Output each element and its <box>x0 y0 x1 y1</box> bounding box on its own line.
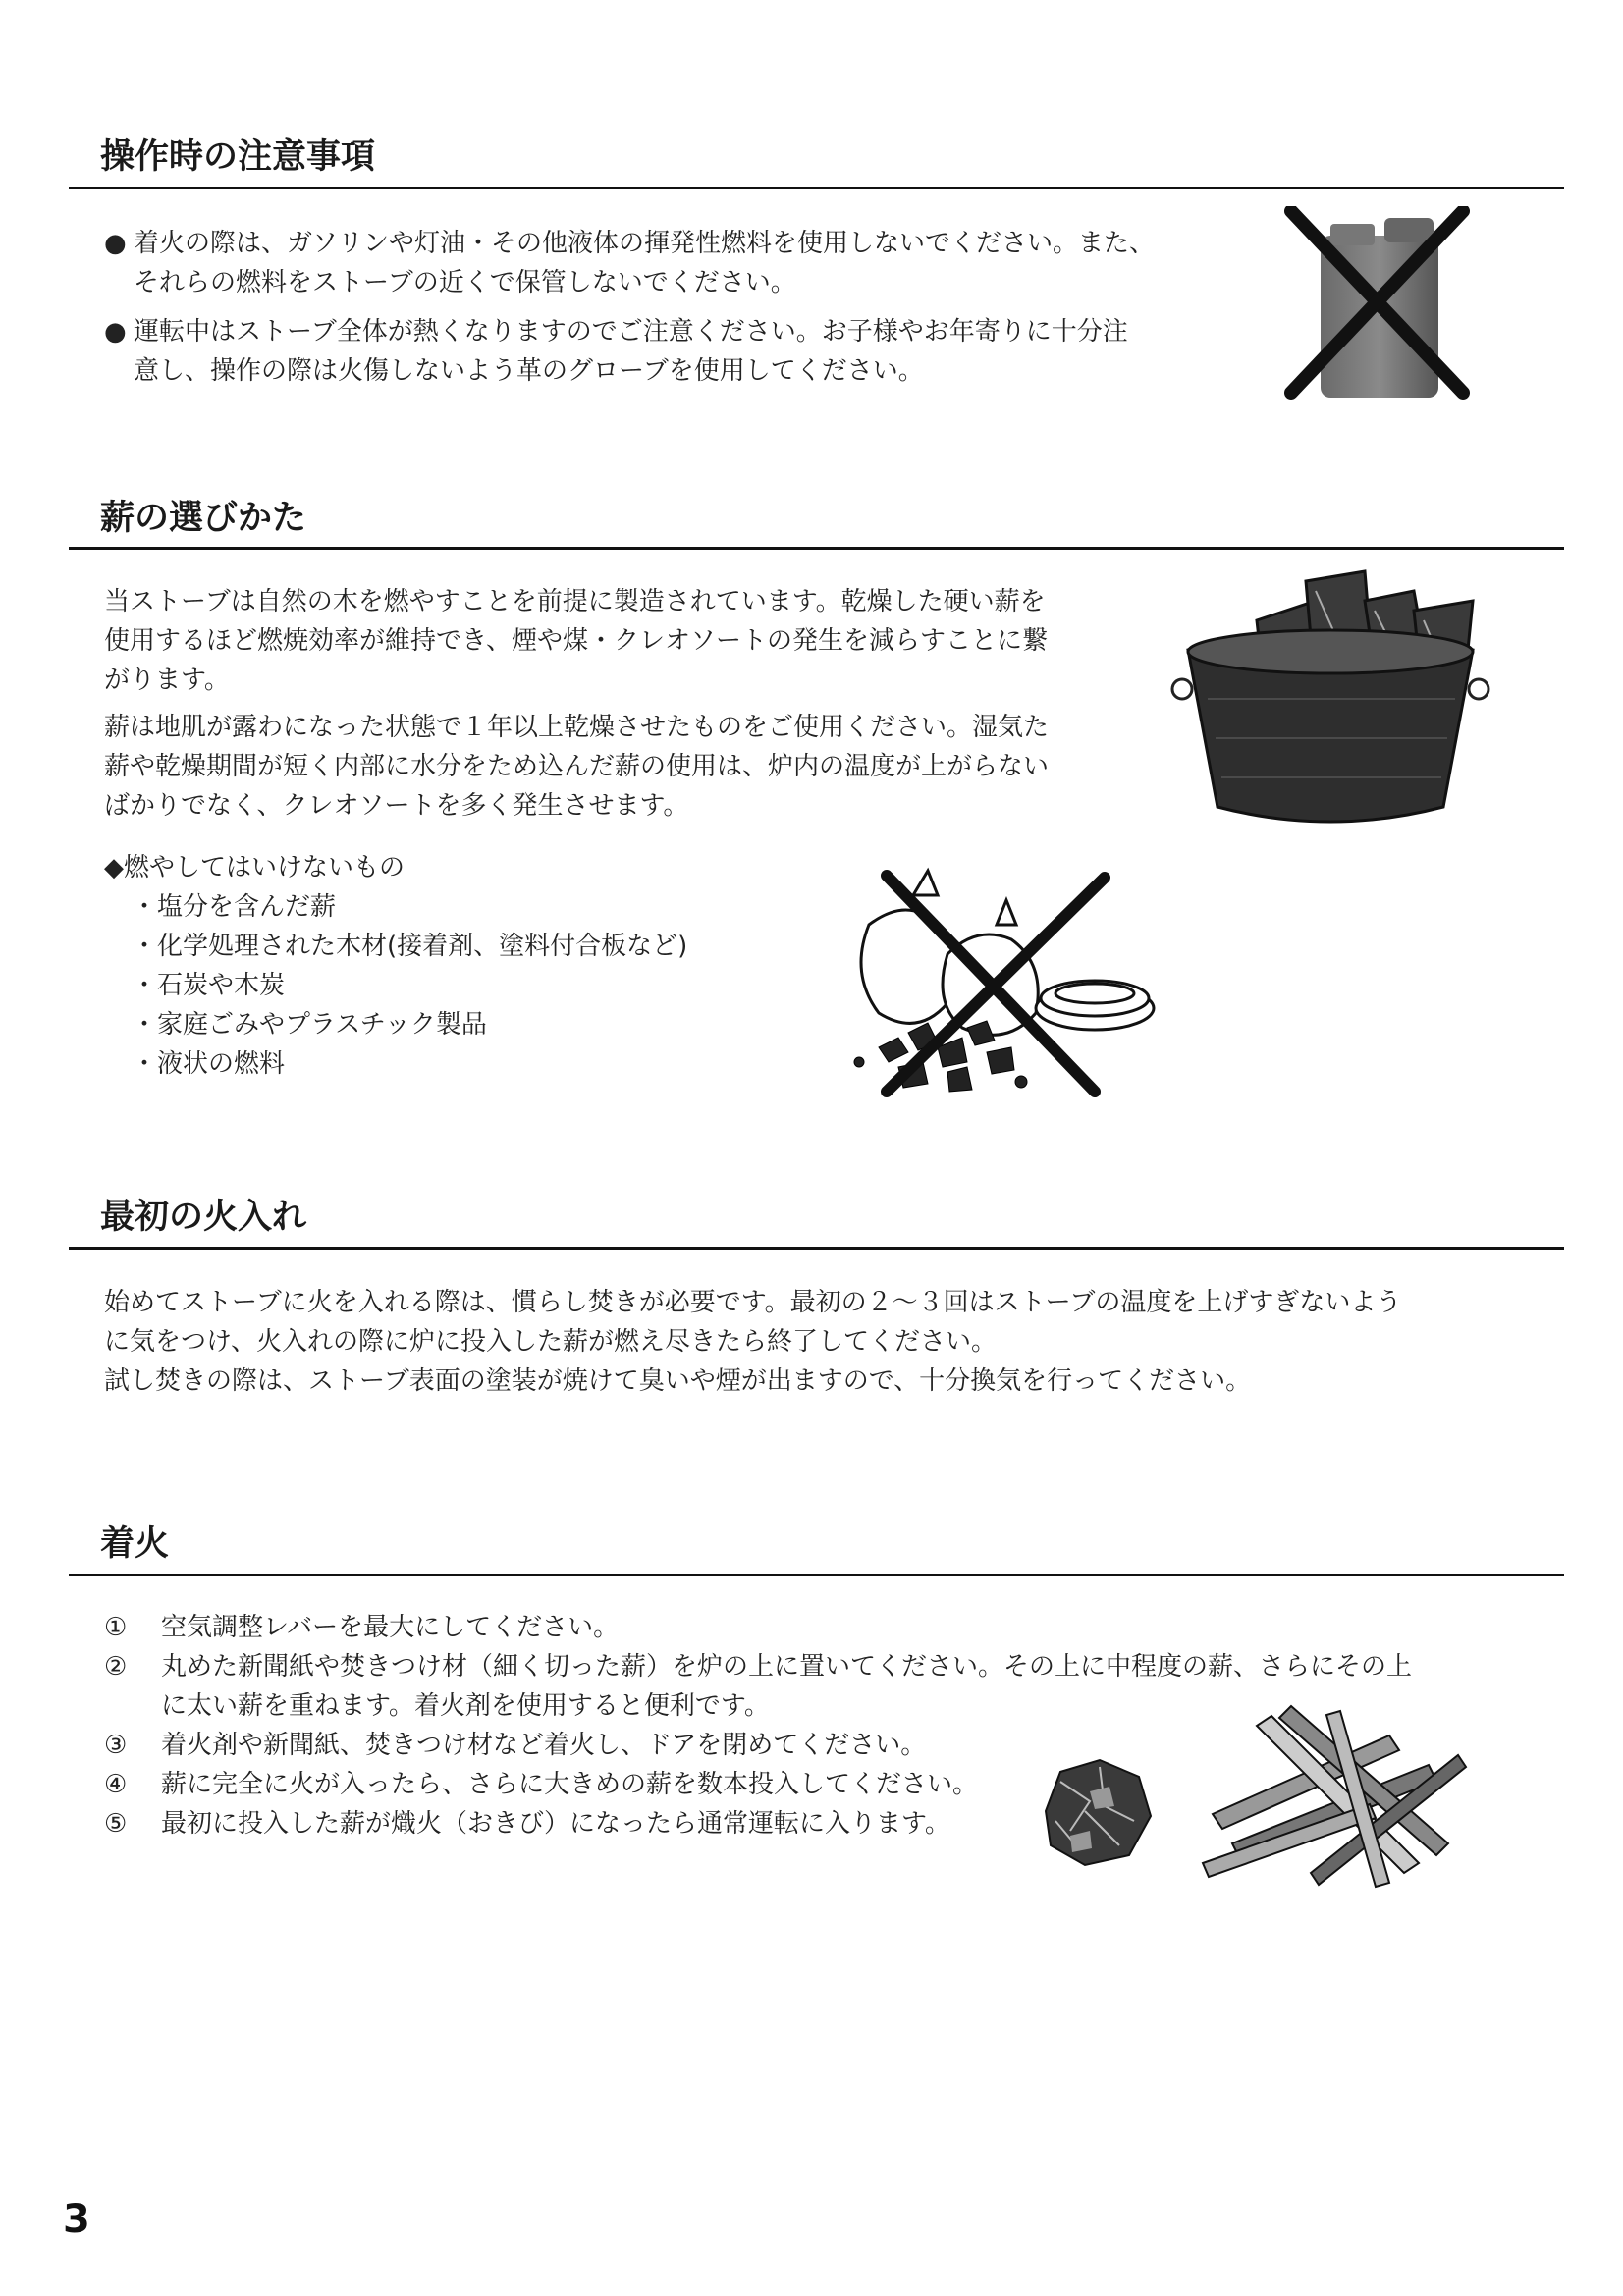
list-item: ② 丸めた新聞紙や焚きつけ材（細く切った薪）を炉の上に置いてください。その上に中程度の薪、さらにその上 に太い薪を重ねます。着火剤を使用すると便利です。 <box>104 1652 1413 1721</box>
list-item: ④ 薪に完全に火が入ったら、さらに大きめの薪を数本投入してください。 <box>104 1770 979 1799</box>
list-item: ① 空気調整レバーを最大にしてください。 <box>104 1613 620 1642</box>
forbidden-list <box>104 848 687 1084</box>
page-number: 3 <box>63 2197 90 2242</box>
forbidden-heading: ◆燃やしてはいけないもの <box>104 853 405 882</box>
bullet-mark: ● <box>104 317 127 347</box>
firewood-basket-icon <box>1168 561 1492 831</box>
list-item: ⑤ 最初に投入した薪が熾火（おきび）になったら通常運転に入ります。 <box>104 1809 950 1839</box>
kindling-sticks-icon <box>1193 1696 1468 1893</box>
first-fire-text: 始めてストーブに火を入れる際は、慣らし焚きが必要です。最初の２～３回はストーブの温度を上げすぎないよう に気をつけ、火入れの際に炉に投入した薪が燃え尽きたら終了してください。 試し焚きの際は、ストーブ表面の塗装が焼けて臭いや煙が出ますので、十分換気を行ってください。 <box>104 1288 1402 1396</box>
caution-item: ● 運転中はストーブ全体が熱くなりますのでご注意ください。お子様やお年寄りに十分注 意し、操作の際は火傷しないよう革のグローブを使用してください。 <box>104 312 1155 391</box>
ignition-heading: 着火 <box>100 1524 170 1564</box>
list-item: ・化学処理された木材(接着剤、塗料付合板など) <box>132 932 688 961</box>
newspaper-ball-icon <box>1031 1752 1159 1870</box>
first-fire-heading: 最初の火入れ <box>100 1198 307 1237</box>
list-item: ・塩分を含んだ薪 <box>132 892 337 922</box>
firewood-para1: 当ストーブは自然の木を燃やすことを前提に製造されています。乾燥した硬い薪を 使用するほど燃焼効率が維持でき、煙や煤・クレオソートの発生を減らすことに繋 がります。 <box>104 587 1048 695</box>
bullet-mark: ● <box>104 229 127 258</box>
firewood-heading: 薪の選びかた <box>100 499 307 538</box>
caution-divider <box>69 187 1564 189</box>
list-item: ・石炭や木炭 <box>132 971 286 1000</box>
list-item: ・液状の燃料 <box>132 1049 286 1079</box>
firewood-divider <box>69 547 1564 550</box>
list-item: ③ 着火剤や新聞紙、焚きつけ材など着火し、ドアを閉めてください。 <box>104 1731 927 1760</box>
fuel-can-prohibited-icon <box>1276 206 1483 402</box>
caution-list <box>104 224 1155 391</box>
garbage-prohibited-icon <box>839 856 1163 1101</box>
caution-heading: 操作時の注意事項 <box>100 137 376 177</box>
caution-item: ● 着火の際は、ガソリンや灯油・その他液体の揮発性燃料を使用しないでください。また、 それらの燃料をストーブの近くで保管しないでください。 <box>104 224 1155 302</box>
list-item: ・家庭ごみやプラスチック製品 <box>132 1010 487 1040</box>
firewood-para2: 薪は地肌が露わになった状態で１年以上乾燥させたものをご使用ください。湿気た 薪や乾燥期間が短く内部に水分をため込んだ薪の使用は、炉内の温度が上がらない ばかりでなく、クレオソートを多く発生させます。 <box>104 713 1050 821</box>
first-fire-divider <box>69 1247 1564 1250</box>
ignition-divider <box>69 1574 1564 1576</box>
